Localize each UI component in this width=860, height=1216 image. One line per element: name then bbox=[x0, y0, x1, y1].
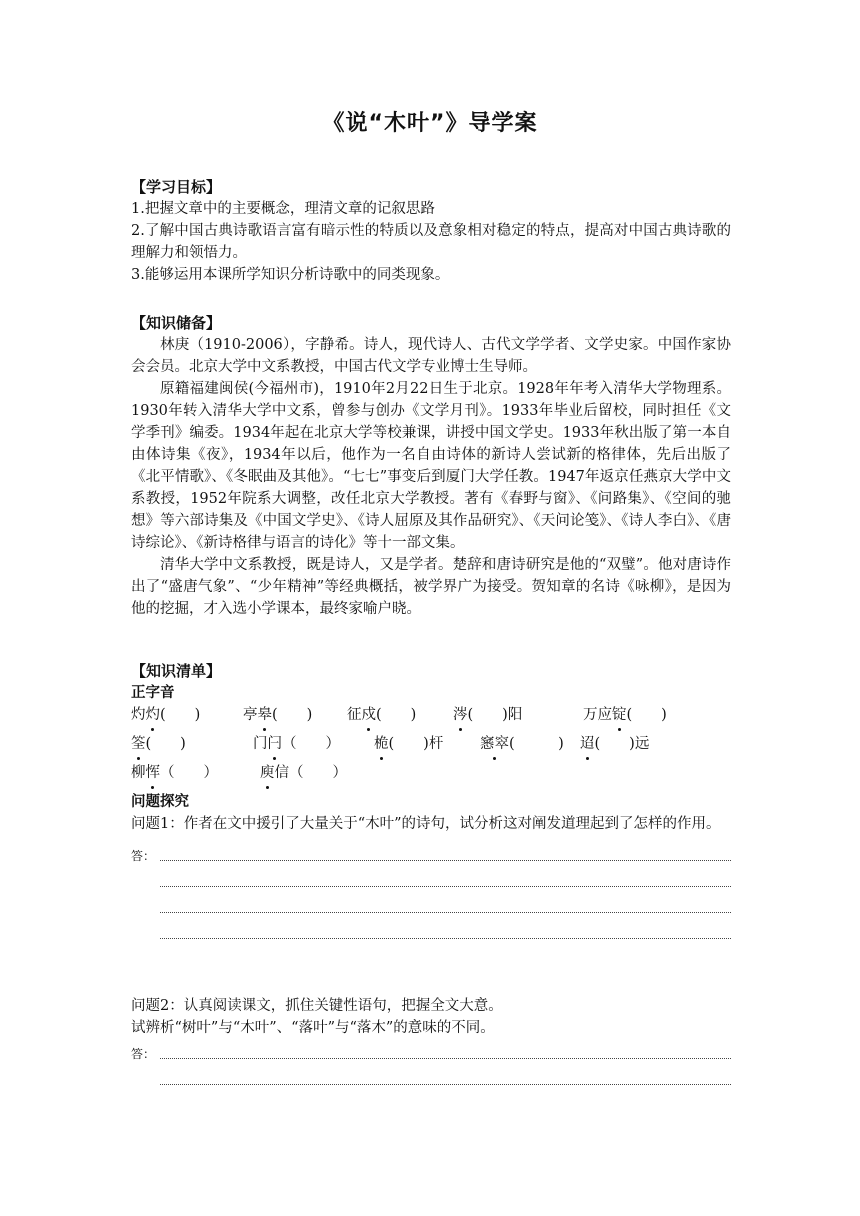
knowledge-section bbox=[131, 312, 731, 620]
goal-item: 3.能够运用本课所学知识分析诗歌中的同类现象。 bbox=[131, 267, 450, 283]
pronunciation-row bbox=[131, 762, 731, 791]
answer-area[interactable] bbox=[131, 845, 731, 871]
learning-goals-heading: 【学习目标】 bbox=[131, 178, 222, 196]
answer-line[interactable] bbox=[160, 938, 731, 939]
checklist-heading: 【知识清单】 bbox=[131, 662, 222, 680]
question-text: 试辨析“树叶”与“木叶”、“落叶”与“落木”的意味的不同。 bbox=[131, 1020, 495, 1036]
answer-area[interactable] bbox=[131, 1043, 731, 1069]
answer-line[interactable] bbox=[160, 912, 731, 913]
knowledge-paragraph: 原籍福建闽侯(今福州市)，1910年2月22日生于北京。1928年年考入清华大学物理系。1930年转入清华大学中文系，曾参与创办《文学月刊》。1933年毕业后留校，同时担任《文学季刊》编委。1934年起在北京大学等校兼课，讲授中国文学史。1933年秋出版了第一本自由体诗集《夜》，1934年以后，他作为一名自由诗体的新诗人尝试新的格律体，先后出版了《北平情歌》、《冬眠曲及其他》。“七七”事变后到厦门大学任教。1947年返京任燕京大学中文系教授，1952年院系大调整，改任北京大学教授。著有《春野与窗》、《问路集》、《空间的驰想》等六部诗集及《中国文学史》、《诗人屈原及其作品研究》、《天问论笺》、《诗人李白》、《唐诗综论》、《新诗格律与语言的诗化》等十一部文集。 bbox=[131, 381, 731, 551]
knowledge-paragraph: 林庚（1910-2006），字静希。诗人，现代诗人、古代文学学者、文学史家。中国作家协会会员。北京大学中文系教授，中国古代文学专业博士生导师。 bbox=[131, 337, 731, 375]
answer-line[interactable] bbox=[160, 1058, 731, 1059]
pronunciation-item: 灼灼( ) bbox=[131, 704, 200, 726]
answer-label: 答： bbox=[131, 1047, 156, 1061]
answer-line[interactable] bbox=[160, 1084, 731, 1085]
pronunciation-item: 涔( )阳 bbox=[453, 704, 522, 726]
answer-area[interactable] bbox=[131, 1069, 731, 1095]
checklist-section bbox=[131, 660, 731, 1095]
answer-line[interactable] bbox=[160, 860, 731, 861]
question-text: 问题1：作者在文中援引了大量关于“木叶”的诗句，试分析这对阐发道理起到了怎样的作用。 bbox=[131, 816, 721, 832]
wenti-label: 问题探究 bbox=[131, 794, 189, 810]
answer-label: 答： bbox=[131, 849, 156, 863]
pronunciation-item: 柳恽（ ） bbox=[131, 762, 218, 784]
answer-area[interactable] bbox=[131, 923, 731, 949]
pronunciation-item: 门闩（ ） bbox=[253, 733, 340, 755]
pronunciation-item: 征戍( ) bbox=[347, 704, 416, 726]
answer-area[interactable] bbox=[131, 871, 731, 897]
pronunciation-item: 庾信（ ） bbox=[260, 762, 347, 784]
pronunciation-item: 窸窣( ) bbox=[480, 733, 564, 755]
goal-item: 2.了解中国古典诗歌语言富有暗示性的特质以及意象相对稳定的特点，提高对中国古典诗歌的理解力和领悟力。 bbox=[131, 223, 731, 261]
goal-item: 1.把握文章中的主要概念，理清文章的记叙思路 bbox=[131, 201, 435, 217]
pronunciation-row bbox=[131, 733, 731, 762]
question-text: 问题2：认真阅读课文，抓住关键性语句，把握全文大意。 bbox=[131, 998, 503, 1014]
page-title: 《说“木叶”》导学案 bbox=[322, 111, 538, 136]
pronunciation-item: 亭皋( ) bbox=[243, 704, 312, 726]
knowledge-paragraph: 清华大学中文系教授，既是诗人，又是学者。楚辞和唐诗研究是他的“双璧”。他对唐诗作出了“盛唐气象”、“少年精神”等经典概括，被学界广为接受。贺知章的名诗《咏柳》，是因为他的挖掘，才入选小学课本，最终家喻户晓。 bbox=[131, 557, 731, 617]
pronunciation-row bbox=[131, 704, 731, 733]
pronunciation-item: 桅( )杆 bbox=[374, 733, 443, 755]
pronunciation-item: 筌( ) bbox=[131, 733, 186, 755]
answer-line[interactable] bbox=[160, 886, 731, 887]
knowledge-heading: 【知识储备】 bbox=[131, 314, 222, 332]
zhengziyin-label: 正字音 bbox=[131, 685, 175, 701]
answer-area[interactable] bbox=[131, 897, 731, 923]
learning-goals-section bbox=[131, 176, 731, 286]
pronunciation-item: 万应锭( ) bbox=[583, 704, 667, 726]
pronunciation-item: 迢( )远 bbox=[580, 733, 649, 755]
